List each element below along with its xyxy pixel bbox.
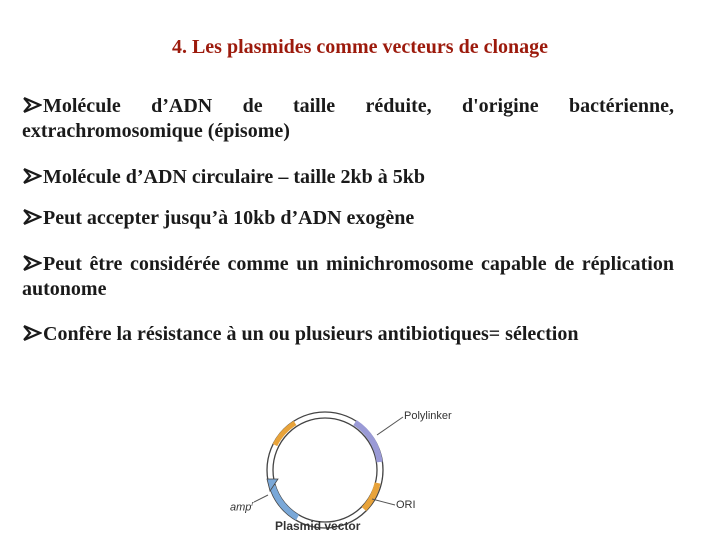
bullet-text: Confère la résistance à un ou plusieurs antibiotiques= sélection — [43, 323, 579, 345]
bullet-item — [22, 206, 674, 231]
plasmid-circle — [220, 395, 520, 540]
arrowhead-icon — [22, 324, 42, 342]
polylinker-segment — [355, 423, 380, 462]
bullet-item — [22, 94, 674, 144]
figure-caption: Plasmid vector — [275, 519, 361, 533]
bullet-item — [22, 322, 674, 347]
arrowhead-icon — [22, 96, 42, 114]
arrowhead-icon — [22, 254, 42, 272]
arrowhead-icon — [22, 167, 42, 185]
ori-segment — [364, 483, 378, 509]
polylinker-label: Polylinker — [404, 410, 452, 422]
amp-label — [230, 501, 254, 514]
bullet-text: Peut être considérée comme un minichromosome capable de réplication autonome — [22, 253, 674, 300]
amp-superscript: r — [251, 501, 254, 508]
ori-label: ORI — [396, 499, 416, 511]
bullet-text: Molécule d’ADN circulaire – taille 2kb à 5kb — [43, 166, 426, 188]
slide-title: 4. Les plasmides comme vecteurs de clonage — [171, 36, 549, 58]
plasmid-diagram — [220, 395, 520, 540]
arrowhead-icon — [22, 208, 42, 226]
bullet-item — [22, 165, 674, 190]
bullet-item — [22, 252, 674, 302]
bullet-text: Peut accepter jusqu’à 10kb d’ADN exogène — [43, 207, 415, 229]
amp-text: amp — [230, 501, 252, 514]
bullet-text: Molécule d’ADN de taille réduite, d'origine bactérienne, extrachromosomique (épisome) — [22, 95, 674, 142]
